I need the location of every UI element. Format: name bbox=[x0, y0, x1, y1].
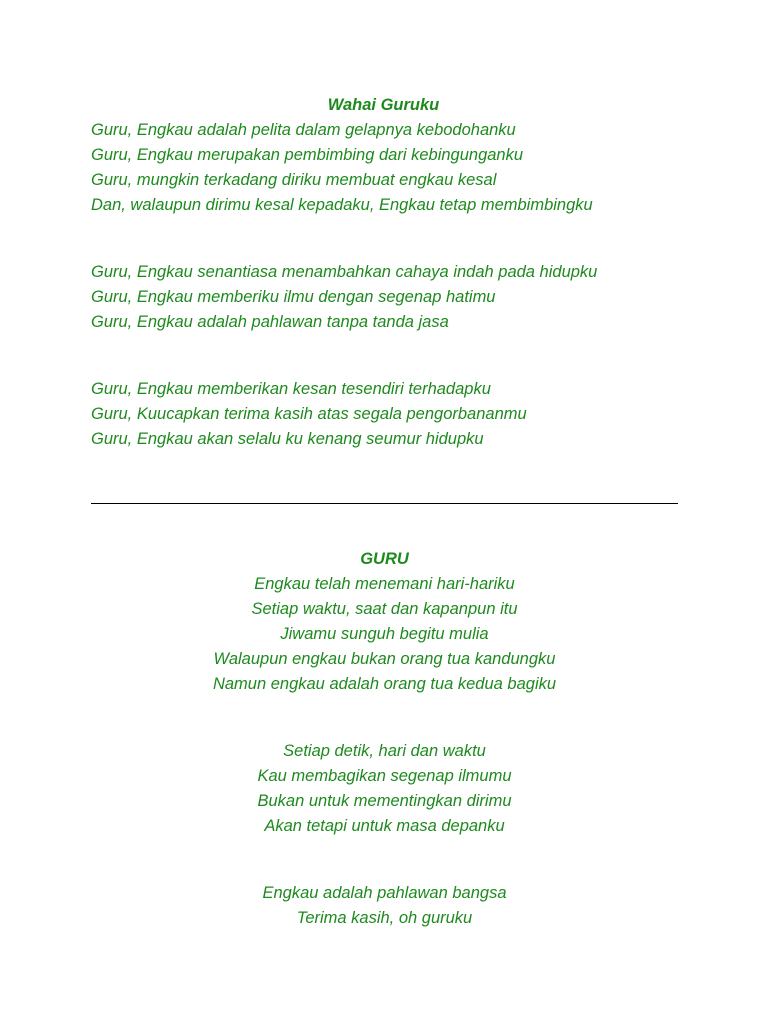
poem-line: Guru, Engkau senantiasa menambahkan cahaya indah pada hidupku bbox=[91, 263, 598, 281]
poem-line: Guru, Engkau adalah pelita dalam gelapnya kebodohanku bbox=[91, 121, 516, 139]
poem-line: Setiap detik, hari dan waktu bbox=[283, 742, 486, 760]
stanza-1 bbox=[91, 572, 678, 697]
poem-line: Bukan untuk mementingkan dirimu bbox=[257, 792, 512, 810]
horizontal-divider bbox=[91, 503, 678, 504]
poem-line: Engkau adalah pahlawan bangsa bbox=[262, 884, 507, 902]
poem-line: Guru, Engkau memberiku ilmu dengan segenap hatimu bbox=[91, 288, 496, 306]
poem-line: Engkau telah menemani hari-hariku bbox=[254, 575, 515, 593]
poem-line: Walaupun engkau bukan orang tua kandungku bbox=[213, 650, 556, 668]
stanza-1 bbox=[91, 118, 593, 218]
poem-line: Guru, Engkau adalah pahlawan tanpa tanda jasa bbox=[91, 313, 449, 331]
poem-title: Wahai Guruku bbox=[327, 96, 440, 114]
poem-line: Akan tetapi untuk masa depanku bbox=[264, 817, 505, 835]
poem-line: Guru, Kuucapkan terima kasih atas segala pengorbananmu bbox=[91, 405, 527, 423]
poem-line: Setiap waktu, saat dan kapanpun itu bbox=[251, 600, 518, 618]
stanza-2 bbox=[91, 739, 678, 839]
stanza-2 bbox=[91, 260, 597, 335]
stanza-3 bbox=[91, 881, 678, 931]
poem-line: Guru, Engkau memberikan kesan tesendiri terhadapku bbox=[91, 380, 491, 398]
poem-line: Jiwamu sunguh begitu mulia bbox=[280, 625, 489, 643]
poem-line: Terima kasih, oh guruku bbox=[296, 909, 473, 927]
poem-line: Kau membagikan segenap ilmumu bbox=[257, 767, 512, 785]
poem-line: Guru, Engkau akan selalu ku kenang seumur hidupku bbox=[91, 430, 484, 448]
poem-line: Guru, Engkau merupakan pembimbing dari kebingunganku bbox=[91, 146, 524, 164]
stanza-3 bbox=[91, 377, 527, 452]
poem-line: Namun engkau adalah orang tua kedua bagiku bbox=[212, 675, 557, 693]
poem-title: GURU bbox=[360, 550, 409, 568]
poem-line: Guru, mungkin terkadang diriku membuat engkau kesal bbox=[91, 171, 497, 189]
poem-line: Dan, walaupun dirimu kesal kepadaku, Engkau tetap membimbingku bbox=[91, 196, 593, 214]
